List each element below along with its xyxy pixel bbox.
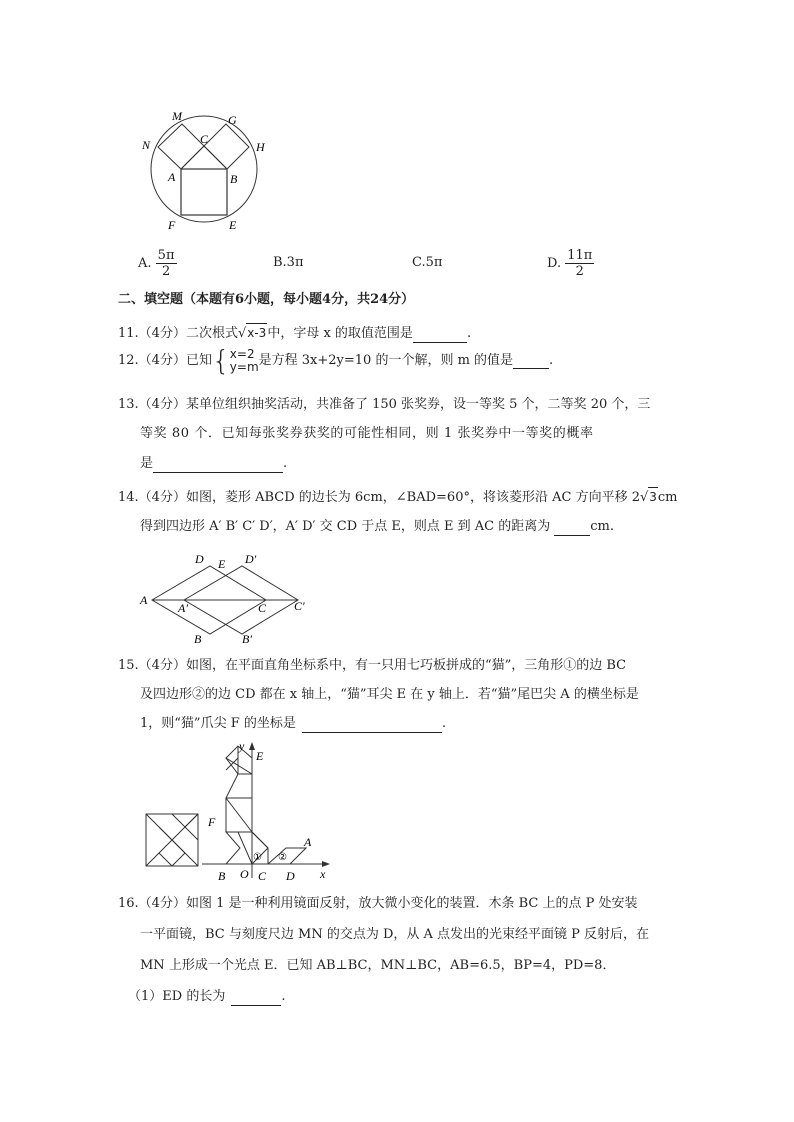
label-one: ① [253,852,262,863]
label-B: B [230,172,238,186]
figure-translated-rhombi [138,546,318,646]
label-x: x [320,867,326,881]
question-16-line3: MN 上形成一个光点 E．已知 AB⊥BC，MN⊥BC，AB=6.5，BP=4，PD=8． [140,958,616,973]
q12-answer-blank[interactable] [513,354,549,369]
triangle-acb [181,146,227,169]
label-M: M [172,109,182,123]
y-axis-arrow [249,742,255,750]
q11-text-pre: 11.（4分）二次根式 [118,326,238,341]
option-a-numerator: 5π [157,248,175,263]
option-a-label: A. [138,256,152,271]
section-heading: 二、填空题（本题有6小题，每小题4分，共24分） [118,292,415,307]
label-D: D [195,552,204,566]
label-N: N [142,138,151,152]
q13-answer-blank[interactable] [153,458,283,473]
label-C: C [200,132,209,146]
label-B: B [194,632,202,646]
label-E: E [229,218,237,232]
label-A: A [304,835,312,849]
option-d-fraction [565,248,594,279]
question-15-line1: 15.（4分）如图，在平面直角坐标系中，有一只用七巧板拼成的“猫”，三角形①的边 BC [118,658,627,673]
figure-tangram-cat [140,738,345,886]
label-C-prime: C′ [294,599,305,613]
question-12: 12.（4分）已知{ x=2 y=m 是方程 3x+2y=10 的一个解，则 m 的值是 . [118,344,554,377]
question-13-line3 [140,455,287,473]
cat-shape [226,746,306,864]
option-d [547,248,594,279]
q11-end: . [466,326,472,341]
label-C: C [258,601,267,615]
option-c: C.5π [412,255,443,270]
question-14-line2 [140,518,614,536]
q12-eq1: x=2 [229,347,255,361]
q15-answer-blank[interactable] [302,718,442,733]
label-E: E [256,749,264,763]
label-D-prime: D′ [245,552,257,566]
q14-text-post: cm [657,490,678,505]
option-a-denominator: 2 [161,264,171,279]
q16-sub1-end: . [281,989,286,1004]
q15-end: . [441,716,446,731]
question-16-line2: 一平面镜，BC 与刻度尺边 MN 的交点为 D，从 A 点发出的光束经平面镜 P 反射后，在 [140,927,650,942]
label-O: O [240,867,249,881]
right-square [204,124,249,169]
option-a [138,248,177,279]
option-d-numerator: 11π [567,248,593,263]
question-13-line1: 13.（4分）某单位组织抽奖活动，共准备了 150 张奖券，设一等奖 5 个，二等奖 20 个，三 [118,397,651,412]
label-C: C [258,869,267,883]
option-d-label: D. [547,256,562,271]
question-16-sub1 [128,988,285,1006]
q16-sub1-text: （1）ED 的长为 [128,989,226,1004]
figure-circle-squares [130,105,290,235]
question-16-line1: 16.（4分）如图 1 是一种利用镜面反射，放大微小变化的装置．木条 BC 上的点 P 处安装 [118,896,638,911]
q12-eq2: y=m [229,360,259,374]
label-E: E [218,557,226,571]
label-H: H [256,140,265,154]
q15-text-pre: 1，则“猫”爪尖 F 的坐标是 [140,716,296,731]
q13-end: . [283,456,288,471]
q13-text-pre: 是 [140,456,154,471]
center-square [181,169,227,215]
label-B-prime: B′ [242,632,252,646]
option-a-fraction [156,248,177,279]
option-d-denominator: 2 [575,264,584,279]
label-G: G [228,113,237,127]
label-A: A [140,593,148,607]
question-14-line1: 14.（4分）如图，菱形 ABCD 的边长为 6cm，∠BAD=60°，将该菱形沿 AC 方向平移 2√3cm [118,487,678,507]
q11-answer-blank[interactable] [413,328,467,343]
q12-text-post: 是方程 3x+2y=10 的一个解，则 m 的值是 [258,353,514,368]
question-15-line3 [140,715,446,733]
label-F: F [168,218,176,232]
q14-text-pre: 14.（4分）如图，菱形 ABCD 的边长为 6cm，∠BAD=60°，将该菱形沿 AC 方向平移 2 [118,490,640,505]
q14-unit: cm. [590,519,614,534]
label-F: F [208,815,216,829]
q16-sub1-answer-blank[interactable] [231,991,281,1006]
tangram-square [146,814,198,866]
label-y: y [239,739,245,753]
q12-system [230,348,259,374]
q14-radicand: 3 [648,487,658,506]
question-11: 11.（4分）二次根式√x-3中，字母 x 的取值范围是 . [118,323,471,343]
q12-end: . [549,353,554,368]
label-B: B [218,869,226,883]
q11-text-post: 中，字母 x 的取值范围是 [267,326,413,341]
question-13-line2: 等奖 80 个．已知每张奖券获奖的可能性相同，则 1 张奖券中一等奖的概率 [140,426,594,441]
q12-text-pre: 12.（4分）已知 [118,353,212,368]
label-A-prime: A′ [178,601,188,615]
option-b: B.3π [273,255,304,270]
question-15-line2: 及四边形②的边 CD 都在 x 轴上，“猫”耳尖 E 在 y 轴上．若“猫”尾巴尖 A 的横坐标是 [140,687,639,702]
left-square [158,124,204,169]
q14-line2-text: 得到四边形 A′ B′ C′ D′，A′ D′ 交 CD 于点 E，则点 E 到 AC 的距离为 [140,519,551,534]
label-A: A [168,170,176,184]
q11-radicand: x-3 [246,323,267,342]
label-D: D [286,869,295,883]
q14-answer-blank[interactable] [554,521,590,536]
label-two: ② [278,852,287,863]
